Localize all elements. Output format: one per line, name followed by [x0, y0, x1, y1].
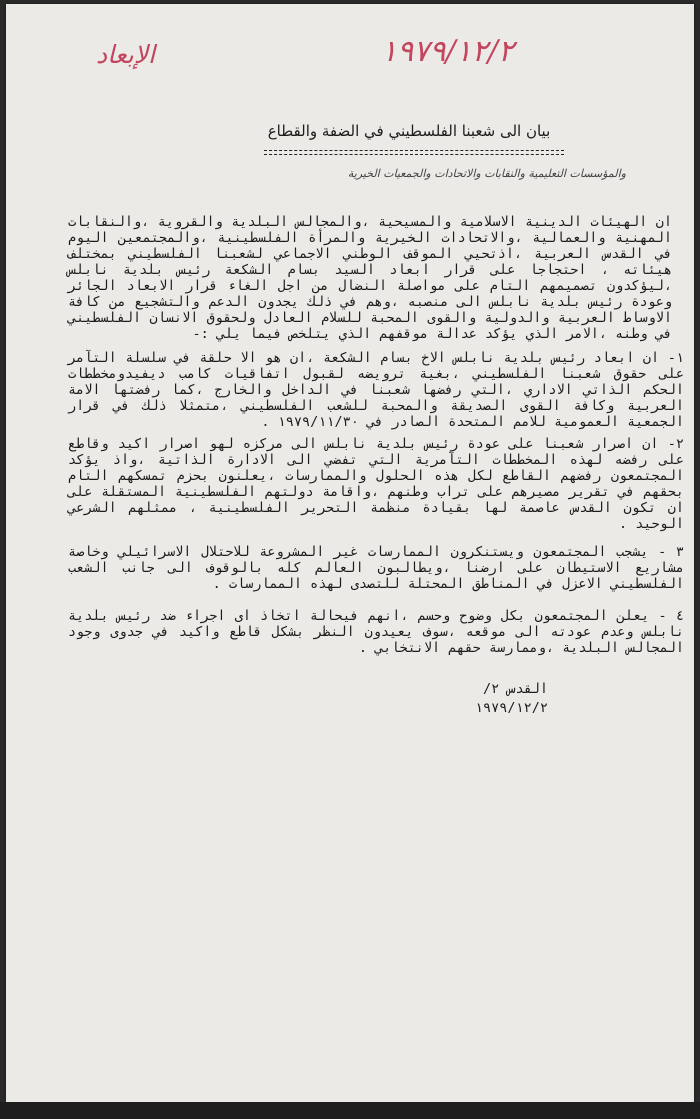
point-4: ٤ - يعلن المجتمعون بكل وضوح وحسم ،انهم فيحالة اتخاذ اى اجراء ضد رئيس بلدية نابلس وعدم عودته الى موقعه ،سوف يعيدون النظر بشكل قاطع واكيد في جدوى وجود المجالس البلدية ،وممارسة حقهم الانتخابي .	[68, 608, 684, 656]
intro-paragraph: ان الهيئات الدينية الاسلامية والمسيحية ،والمجالس البلدية والقروية ،والنقابات المهنية والعمالية ،والاتحادات الخيرية والمرأة الفلسطينية ،والمجتمعين اليوم في القدس العربية ،اذتحيي الموقف الوطني الاجماعي لشعبنا الفلسطيني بمختلف هيئاته ، احتجاجا على قرار ابعاد السيد بسام الشكعة رئيس بلدية نابلس ،ليؤكدون تصميمهم التام على مواصلة النضال من اجل الغاء قرار الابعاد الجائر وعودة رئيس بلدية نابلس الى منصبه ،وهم في ذلك يجدون الدعم والتشجيع من كافة الاوساط العربية والدولية والقوى المحبة للسلام العادل ولحقوق الانسان الفلسطيني في وطنه ،الامر الذي يؤكد عدالة موقفهم الذي يتلخص فيما يلي :-	[68, 214, 672, 342]
signed-date: ١٩٧٩/١٢/٢	[474, 700, 548, 716]
handwritten-date: ١٩٧٩/١٢/٢	[381, 34, 515, 69]
scan-border	[0, 1102, 700, 1119]
point-2: ٢- ان اصرار شعبنا على عودة رئيس بلدية نابلس الى مركزه لهو اصرار اكيد وقاطع على رفضه لهذه المخططات التآمرية التي تفضي الى الادارة الذاتية ،واذ يؤكد المجتمعون رفضهم القاطع لكل هذه الحلول والممارسات ،يعلنون بحزم تمسكهم التام بحقهم في تقرير مصيرهم على تراب وطنهم ،واقامة دولتهم الفلسطينية المستقلة على ان تكون القدس عاصمة لها بقيادة منظمة التحرير الفلسطينية ، ممثلهم الشرعي الوحيد .	[68, 436, 684, 532]
handwritten-margin-note: والمؤسسات التعليمية والنقابات والاتحادات والجمعيات الخيرية	[347, 167, 626, 180]
statement-title: بيان الى شعبنا الفلسطيني في الضفة والقطاع	[267, 122, 551, 140]
title-underline	[264, 150, 564, 155]
signature-block	[475, 680, 548, 718]
document-page	[6, 4, 694, 1102]
point-1: ١- ان ابعاد رئيس بلدية نابلس الاخ بسام الشكعة ،ان هو الا حلقة في سلسلة التآمر على حقوق شعبنا الفلسطيني ،بغية ترويضه لقبول اتفاقيات كامب ديفيدومخططات الحكم الذاتي الاداري ،التي رفضها شعبنا في الداخل والخارج ،كما رفضتها الامة العربية وكافة القوى الصديقة والمحبة للشعب الفلسطيني ،متمثلا ذلك في قرار الجمعية العمومية للامم المتحدة الصادر في ١٩٧٩/١١/٣٠ .	[68, 350, 684, 430]
handwritten-category: الإبعاد	[96, 40, 155, 69]
point-3: ٣ - يشجب المجتمعون ويستنكرون الممارسات غير المشروعة للاحتلال الاسرائيلي وخاصة مشاريع الاستيطان على ارضنا ،ويطالبون العالم كله بالوقوف الى جانب الشعب الفلسطيني الاعزل في المناطق المحتلة للتصدى لهذه الممارسات .	[68, 544, 684, 592]
place-line: القدس ٢/	[482, 681, 548, 697]
